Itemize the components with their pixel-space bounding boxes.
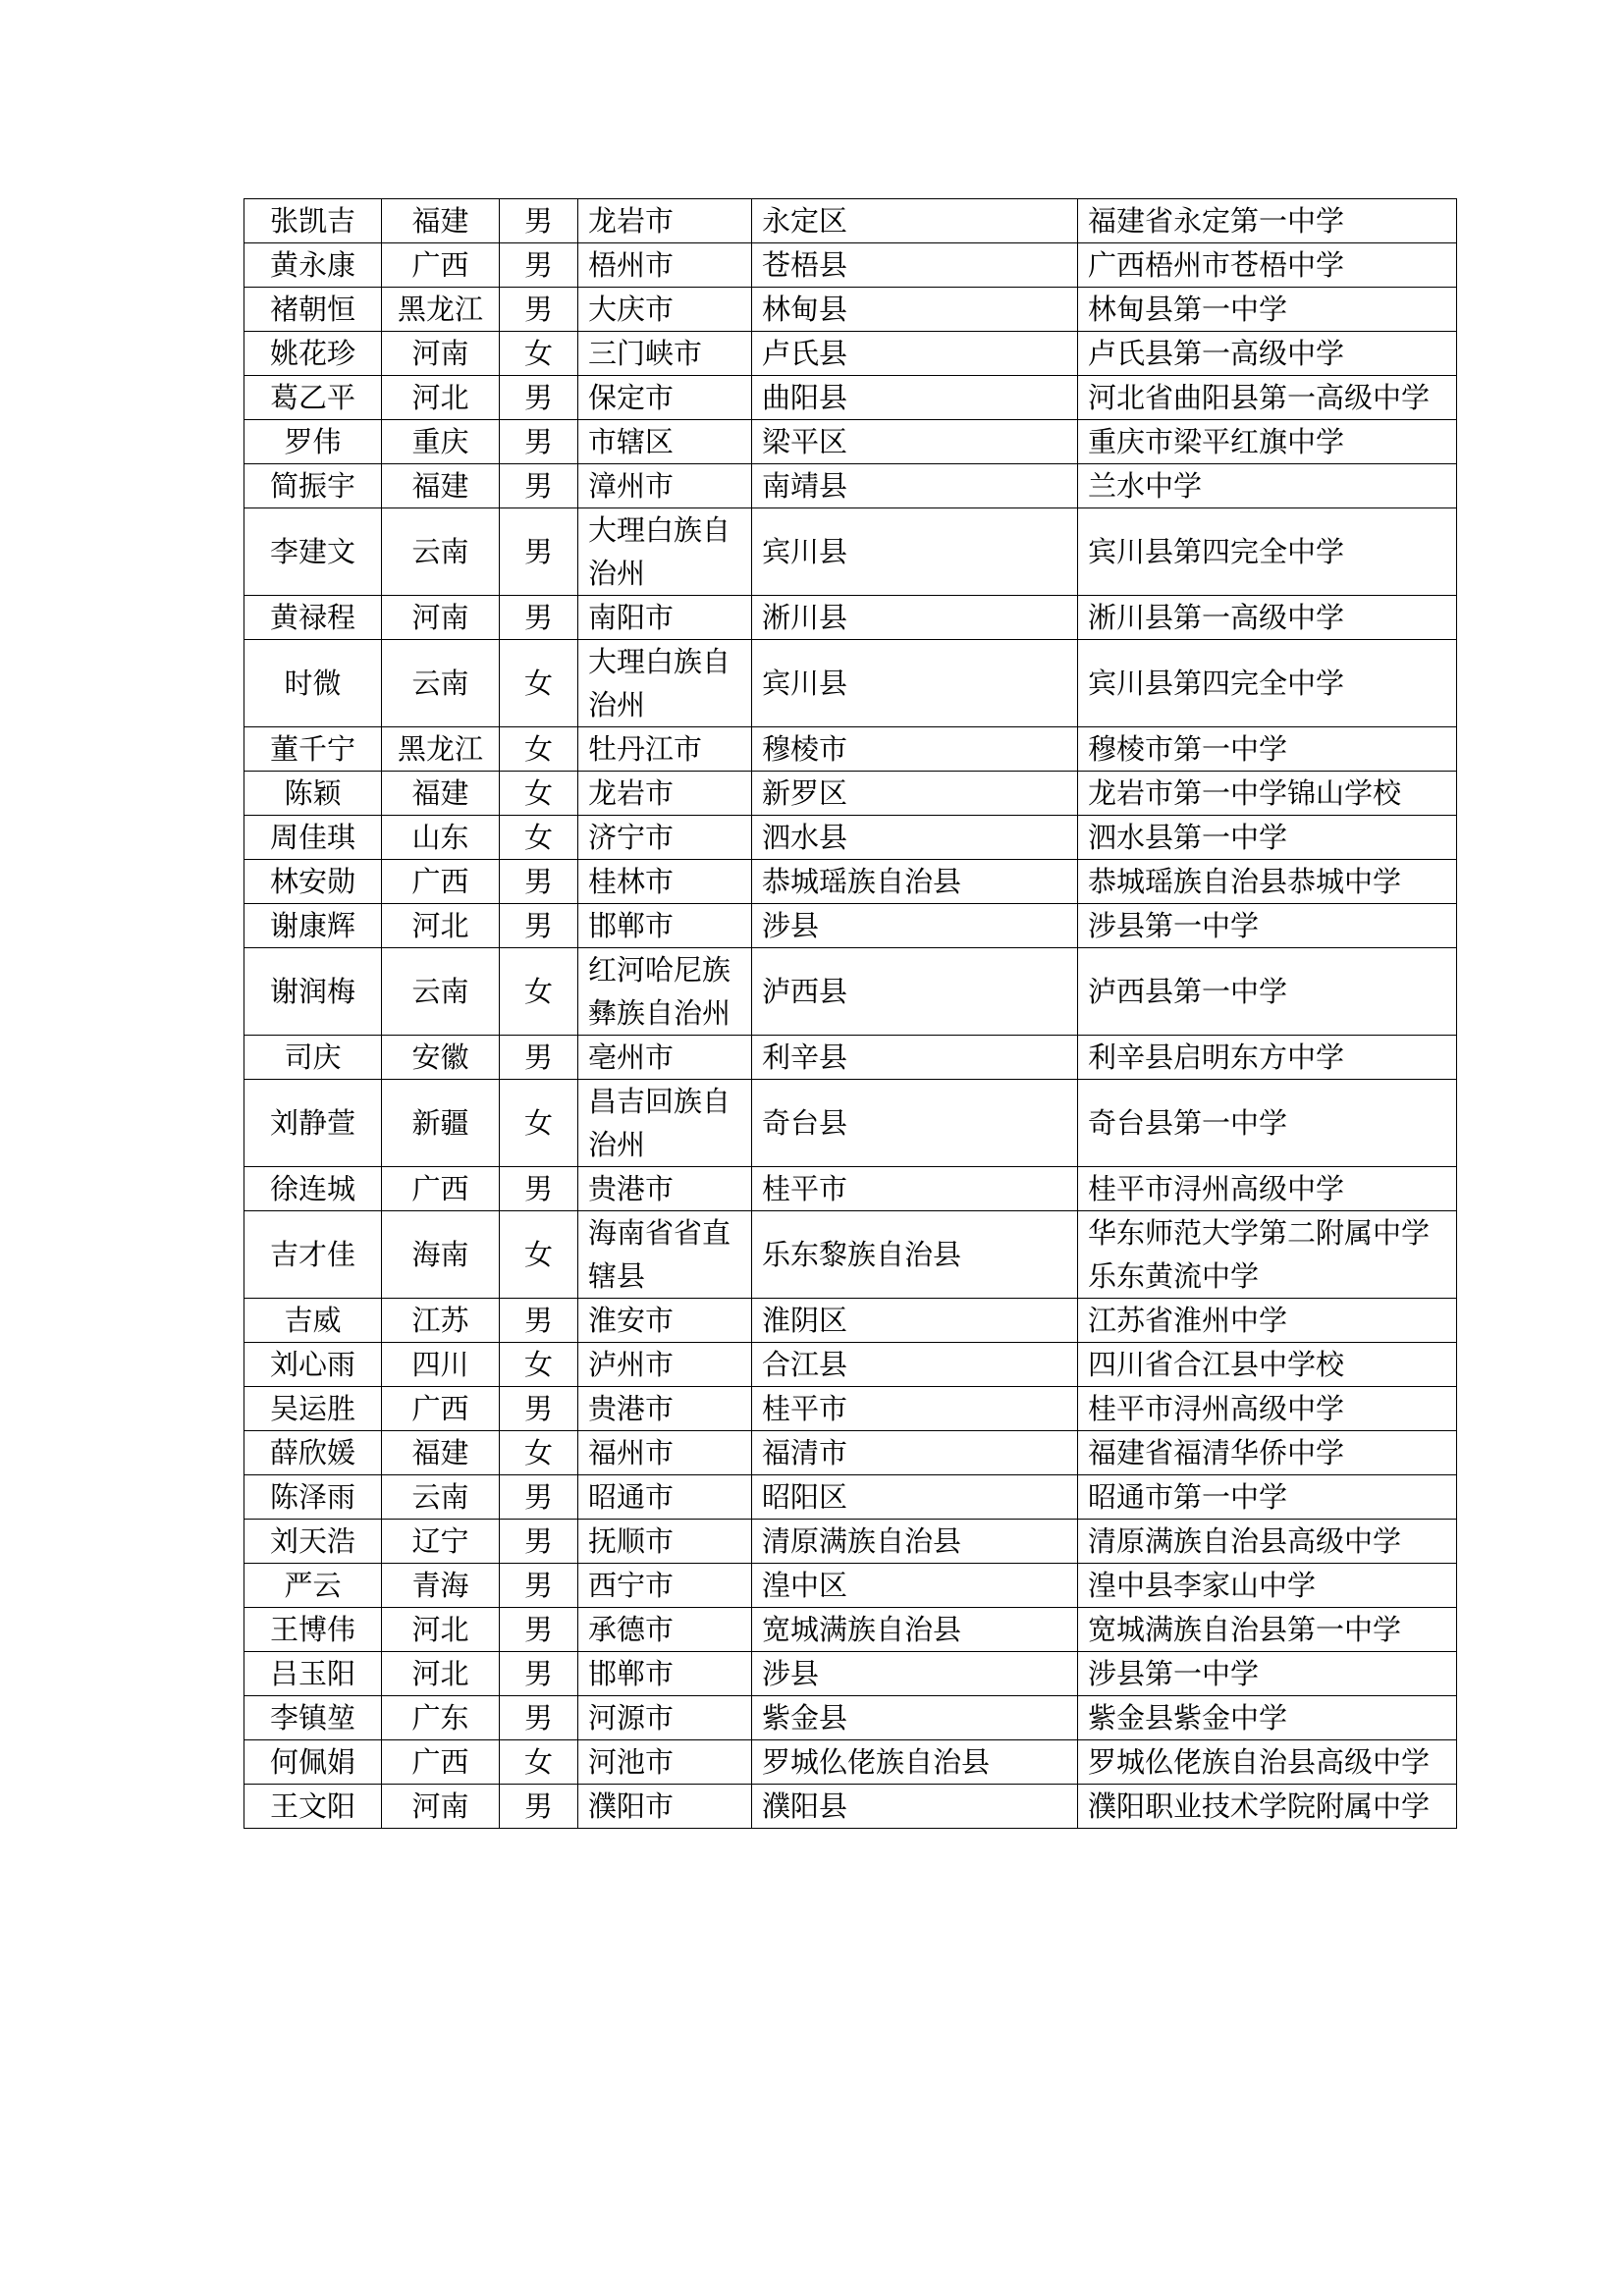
cell-student-name: 林安勋 xyxy=(244,860,382,904)
cell-school: 泸西县第一中学 xyxy=(1078,948,1457,1036)
cell-province: 广东 xyxy=(382,1696,500,1740)
cell-gender: 男 xyxy=(500,1475,578,1520)
cell-school: 宽城满族自治县第一中学 xyxy=(1078,1608,1457,1652)
cell-gender: 女 xyxy=(500,1080,578,1167)
cell-province: 河北 xyxy=(382,904,500,948)
cell-gender: 女 xyxy=(500,1211,578,1299)
cell-province: 云南 xyxy=(382,948,500,1036)
cell-province: 福建 xyxy=(382,464,500,508)
cell-student-name: 褚朝恒 xyxy=(244,288,382,332)
cell-province: 河北 xyxy=(382,376,500,420)
cell-school: 利辛县启明东方中学 xyxy=(1078,1036,1457,1080)
cell-county: 昭阳区 xyxy=(752,1475,1078,1520)
cell-student-name: 董千宁 xyxy=(244,727,382,772)
cell-gender: 男 xyxy=(500,420,578,464)
table-row xyxy=(244,1211,1457,1299)
cell-gender: 女 xyxy=(500,772,578,816)
cell-county: 宽城满族自治县 xyxy=(752,1608,1078,1652)
cell-gender: 男 xyxy=(500,1652,578,1696)
cell-city: 龙岩市 xyxy=(578,772,752,816)
cell-province: 辽宁 xyxy=(382,1520,500,1564)
cell-county: 濮阳县 xyxy=(752,1785,1078,1829)
cell-student-name: 简振宇 xyxy=(244,464,382,508)
cell-school: 奇台县第一中学 xyxy=(1078,1080,1457,1167)
cell-county: 桂平市 xyxy=(752,1167,1078,1211)
cell-gender: 男 xyxy=(500,1299,578,1343)
cell-gender: 女 xyxy=(500,1343,578,1387)
cell-province: 黑龙江 xyxy=(382,727,500,772)
table-row xyxy=(244,1608,1457,1652)
cell-gender: 男 xyxy=(500,508,578,596)
cell-student-name: 葛乙平 xyxy=(244,376,382,420)
cell-city: 梧州市 xyxy=(578,243,752,288)
cell-school: 龙岩市第一中学锦山学校 xyxy=(1078,772,1457,816)
cell-gender: 男 xyxy=(500,1387,578,1431)
cell-province: 福建 xyxy=(382,1431,500,1475)
cell-student-name: 吉才佳 xyxy=(244,1211,382,1299)
cell-county: 湟中区 xyxy=(752,1564,1078,1608)
table-row xyxy=(244,1564,1457,1608)
cell-student-name: 李镇堃 xyxy=(244,1696,382,1740)
cell-province: 云南 xyxy=(382,508,500,596)
cell-student-name: 陈泽雨 xyxy=(244,1475,382,1520)
cell-school: 宾川县第四完全中学 xyxy=(1078,640,1457,727)
cell-gender: 男 xyxy=(500,1608,578,1652)
cell-school: 河北省曲阳县第一高级中学 xyxy=(1078,376,1457,420)
cell-county: 利辛县 xyxy=(752,1036,1078,1080)
cell-school: 涉县第一中学 xyxy=(1078,1652,1457,1696)
cell-school: 四川省合江县中学校 xyxy=(1078,1343,1457,1387)
cell-city: 海南省省直辖县 xyxy=(578,1211,752,1299)
table-row xyxy=(244,727,1457,772)
cell-county: 苍梧县 xyxy=(752,243,1078,288)
cell-county: 奇台县 xyxy=(752,1080,1078,1167)
cell-school: 福建省福清华侨中学 xyxy=(1078,1431,1457,1475)
cell-county: 清原满族自治县 xyxy=(752,1520,1078,1564)
cell-city: 淮安市 xyxy=(578,1299,752,1343)
table-row xyxy=(244,199,1457,243)
cell-gender: 男 xyxy=(500,1785,578,1829)
table-row xyxy=(244,1080,1457,1167)
cell-county: 宾川县 xyxy=(752,508,1078,596)
table-row xyxy=(244,904,1457,948)
cell-province: 黑龙江 xyxy=(382,288,500,332)
cell-province: 河北 xyxy=(382,1608,500,1652)
cell-student-name: 陈颖 xyxy=(244,772,382,816)
table-row xyxy=(244,1740,1457,1785)
table-row xyxy=(244,1652,1457,1696)
cell-city: 福州市 xyxy=(578,1431,752,1475)
table-row xyxy=(244,1475,1457,1520)
cell-city: 河源市 xyxy=(578,1696,752,1740)
cell-school: 穆棱市第一中学 xyxy=(1078,727,1457,772)
cell-city: 南阳市 xyxy=(578,596,752,640)
cell-province: 山东 xyxy=(382,816,500,860)
table-row xyxy=(244,1387,1457,1431)
table-row xyxy=(244,860,1457,904)
cell-school: 罗城仫佬族自治县高级中学 xyxy=(1078,1740,1457,1785)
cell-gender: 男 xyxy=(500,243,578,288)
cell-gender: 女 xyxy=(500,727,578,772)
cell-county: 合江县 xyxy=(752,1343,1078,1387)
cell-province: 新疆 xyxy=(382,1080,500,1167)
cell-province: 安徽 xyxy=(382,1036,500,1080)
cell-gender: 女 xyxy=(500,332,578,376)
cell-school: 湟中县李家山中学 xyxy=(1078,1564,1457,1608)
cell-county: 淅川县 xyxy=(752,596,1078,640)
cell-province: 广西 xyxy=(382,860,500,904)
cell-school: 濮阳职业技术学院附属中学 xyxy=(1078,1785,1457,1829)
cell-gender: 男 xyxy=(500,860,578,904)
cell-city: 贵港市 xyxy=(578,1167,752,1211)
table-row xyxy=(244,376,1457,420)
table-row xyxy=(244,243,1457,288)
cell-county: 涉县 xyxy=(752,1652,1078,1696)
cell-student-name: 谢润梅 xyxy=(244,948,382,1036)
cell-county: 桂平市 xyxy=(752,1387,1078,1431)
cell-county: 紫金县 xyxy=(752,1696,1078,1740)
cell-county: 宾川县 xyxy=(752,640,1078,727)
cell-city: 西宁市 xyxy=(578,1564,752,1608)
cell-city: 大理白族自治州 xyxy=(578,640,752,727)
cell-school: 重庆市梁平红旗中学 xyxy=(1078,420,1457,464)
cell-school: 华东师范大学第二附属中学乐东黄流中学 xyxy=(1078,1211,1457,1299)
cell-student-name: 何佩娟 xyxy=(244,1740,382,1785)
cell-student-name: 刘心雨 xyxy=(244,1343,382,1387)
cell-city: 邯郸市 xyxy=(578,1652,752,1696)
cell-gender: 男 xyxy=(500,464,578,508)
cell-province: 重庆 xyxy=(382,420,500,464)
cell-school: 兰水中学 xyxy=(1078,464,1457,508)
cell-county: 南靖县 xyxy=(752,464,1078,508)
cell-gender: 女 xyxy=(500,816,578,860)
cell-student-name: 薛欣媛 xyxy=(244,1431,382,1475)
cell-student-name: 王博伟 xyxy=(244,1608,382,1652)
cell-city: 红河哈尼族彝族自治州 xyxy=(578,948,752,1036)
cell-province: 河北 xyxy=(382,1652,500,1696)
cell-school: 清原满族自治县高级中学 xyxy=(1078,1520,1457,1564)
cell-city: 邯郸市 xyxy=(578,904,752,948)
cell-student-name: 王文阳 xyxy=(244,1785,382,1829)
cell-province: 福建 xyxy=(382,772,500,816)
table-row xyxy=(244,420,1457,464)
cell-city: 昌吉回族自治州 xyxy=(578,1080,752,1167)
table-row xyxy=(244,508,1457,596)
cell-province: 广西 xyxy=(382,1387,500,1431)
cell-city: 承德市 xyxy=(578,1608,752,1652)
cell-school: 江苏省淮州中学 xyxy=(1078,1299,1457,1343)
cell-city: 济宁市 xyxy=(578,816,752,860)
cell-school: 泗水县第一中学 xyxy=(1078,816,1457,860)
cell-gender: 男 xyxy=(500,1167,578,1211)
cell-province: 河南 xyxy=(382,332,500,376)
cell-student-name: 周佳琪 xyxy=(244,816,382,860)
cell-city: 泸州市 xyxy=(578,1343,752,1387)
cell-school: 淅川县第一高级中学 xyxy=(1078,596,1457,640)
cell-school: 卢氏县第一高级中学 xyxy=(1078,332,1457,376)
table-row xyxy=(244,1036,1457,1080)
cell-student-name: 李建文 xyxy=(244,508,382,596)
cell-student-name: 时微 xyxy=(244,640,382,727)
table-row xyxy=(244,1520,1457,1564)
table-row xyxy=(244,948,1457,1036)
cell-province: 广西 xyxy=(382,1167,500,1211)
cell-gender: 男 xyxy=(500,904,578,948)
cell-county: 罗城仫佬族自治县 xyxy=(752,1740,1078,1785)
cell-city: 亳州市 xyxy=(578,1036,752,1080)
cell-student-name: 徐连城 xyxy=(244,1167,382,1211)
table-row xyxy=(244,1299,1457,1343)
cell-county: 梁平区 xyxy=(752,420,1078,464)
cell-province: 云南 xyxy=(382,1475,500,1520)
table-row xyxy=(244,772,1457,816)
cell-student-name: 刘天浩 xyxy=(244,1520,382,1564)
cell-student-name: 严云 xyxy=(244,1564,382,1608)
cell-student-name: 黄永康 xyxy=(244,243,382,288)
cell-gender: 男 xyxy=(500,1696,578,1740)
cell-county: 曲阳县 xyxy=(752,376,1078,420)
cell-city: 漳州市 xyxy=(578,464,752,508)
table-row xyxy=(244,464,1457,508)
cell-county: 乐东黎族自治县 xyxy=(752,1211,1078,1299)
cell-city: 昭通市 xyxy=(578,1475,752,1520)
cell-county: 泗水县 xyxy=(752,816,1078,860)
cell-county: 恭城瑶族自治县 xyxy=(752,860,1078,904)
cell-gender: 男 xyxy=(500,288,578,332)
cell-county: 淮阴区 xyxy=(752,1299,1078,1343)
cell-student-name: 吴运胜 xyxy=(244,1387,382,1431)
cell-city: 市辖区 xyxy=(578,420,752,464)
cell-school: 涉县第一中学 xyxy=(1078,904,1457,948)
cell-school: 桂平市浔州高级中学 xyxy=(1078,1167,1457,1211)
cell-province: 河南 xyxy=(382,596,500,640)
cell-city: 龙岩市 xyxy=(578,199,752,243)
cell-province: 福建 xyxy=(382,199,500,243)
cell-city: 大庆市 xyxy=(578,288,752,332)
cell-gender: 女 xyxy=(500,1740,578,1785)
cell-county: 涉县 xyxy=(752,904,1078,948)
cell-school: 昭通市第一中学 xyxy=(1078,1475,1457,1520)
cell-student-name: 司庆 xyxy=(244,1036,382,1080)
cell-gender: 男 xyxy=(500,376,578,420)
cell-gender: 男 xyxy=(500,596,578,640)
cell-gender: 男 xyxy=(500,1520,578,1564)
cell-school: 紫金县紫金中学 xyxy=(1078,1696,1457,1740)
cell-province: 云南 xyxy=(382,640,500,727)
cell-school: 林甸县第一中学 xyxy=(1078,288,1457,332)
cell-province: 四川 xyxy=(382,1343,500,1387)
cell-province: 广西 xyxy=(382,1740,500,1785)
cell-province: 广西 xyxy=(382,243,500,288)
table-row xyxy=(244,640,1457,727)
cell-province: 江苏 xyxy=(382,1299,500,1343)
table-row xyxy=(244,1785,1457,1829)
cell-gender: 男 xyxy=(500,199,578,243)
cell-student-name: 谢康辉 xyxy=(244,904,382,948)
table-row xyxy=(244,596,1457,640)
cell-county: 新罗区 xyxy=(752,772,1078,816)
cell-student-name: 吕玉阳 xyxy=(244,1652,382,1696)
table-row xyxy=(244,1696,1457,1740)
cell-city: 牡丹江市 xyxy=(578,727,752,772)
cell-city: 抚顺市 xyxy=(578,1520,752,1564)
student-roster-body xyxy=(244,199,1457,1829)
cell-student-name: 刘静萱 xyxy=(244,1080,382,1167)
table-row xyxy=(244,816,1457,860)
table-row xyxy=(244,332,1457,376)
cell-city: 保定市 xyxy=(578,376,752,420)
student-roster-table xyxy=(244,198,1457,1829)
cell-city: 河池市 xyxy=(578,1740,752,1785)
cell-gender: 女 xyxy=(500,640,578,727)
cell-city: 贵港市 xyxy=(578,1387,752,1431)
cell-school: 桂平市浔州高级中学 xyxy=(1078,1387,1457,1431)
cell-school: 广西梧州市苍梧中学 xyxy=(1078,243,1457,288)
cell-gender: 女 xyxy=(500,1431,578,1475)
cell-school: 恭城瑶族自治县恭城中学 xyxy=(1078,860,1457,904)
cell-student-name: 张凯吉 xyxy=(244,199,382,243)
cell-student-name: 黄禄程 xyxy=(244,596,382,640)
table-row xyxy=(244,1167,1457,1211)
table-row xyxy=(244,1431,1457,1475)
cell-city: 大理白族自治州 xyxy=(578,508,752,596)
cell-school: 宾川县第四完全中学 xyxy=(1078,508,1457,596)
cell-gender: 男 xyxy=(500,1564,578,1608)
cell-county: 福清市 xyxy=(752,1431,1078,1475)
cell-county: 永定区 xyxy=(752,199,1078,243)
cell-province: 海南 xyxy=(382,1211,500,1299)
cell-school: 福建省永定第一中学 xyxy=(1078,199,1457,243)
cell-province: 河南 xyxy=(382,1785,500,1829)
table-row xyxy=(244,1343,1457,1387)
cell-gender: 男 xyxy=(500,1036,578,1080)
cell-city: 桂林市 xyxy=(578,860,752,904)
cell-county: 穆棱市 xyxy=(752,727,1078,772)
cell-student-name: 姚花珍 xyxy=(244,332,382,376)
cell-gender: 女 xyxy=(500,948,578,1036)
cell-county: 林甸县 xyxy=(752,288,1078,332)
cell-county: 泸西县 xyxy=(752,948,1078,1036)
cell-city: 濮阳市 xyxy=(578,1785,752,1829)
cell-student-name: 罗伟 xyxy=(244,420,382,464)
table-row xyxy=(244,288,1457,332)
cell-student-name: 吉威 xyxy=(244,1299,382,1343)
cell-county: 卢氏县 xyxy=(752,332,1078,376)
cell-province: 青海 xyxy=(382,1564,500,1608)
cell-city: 三门峡市 xyxy=(578,332,752,376)
